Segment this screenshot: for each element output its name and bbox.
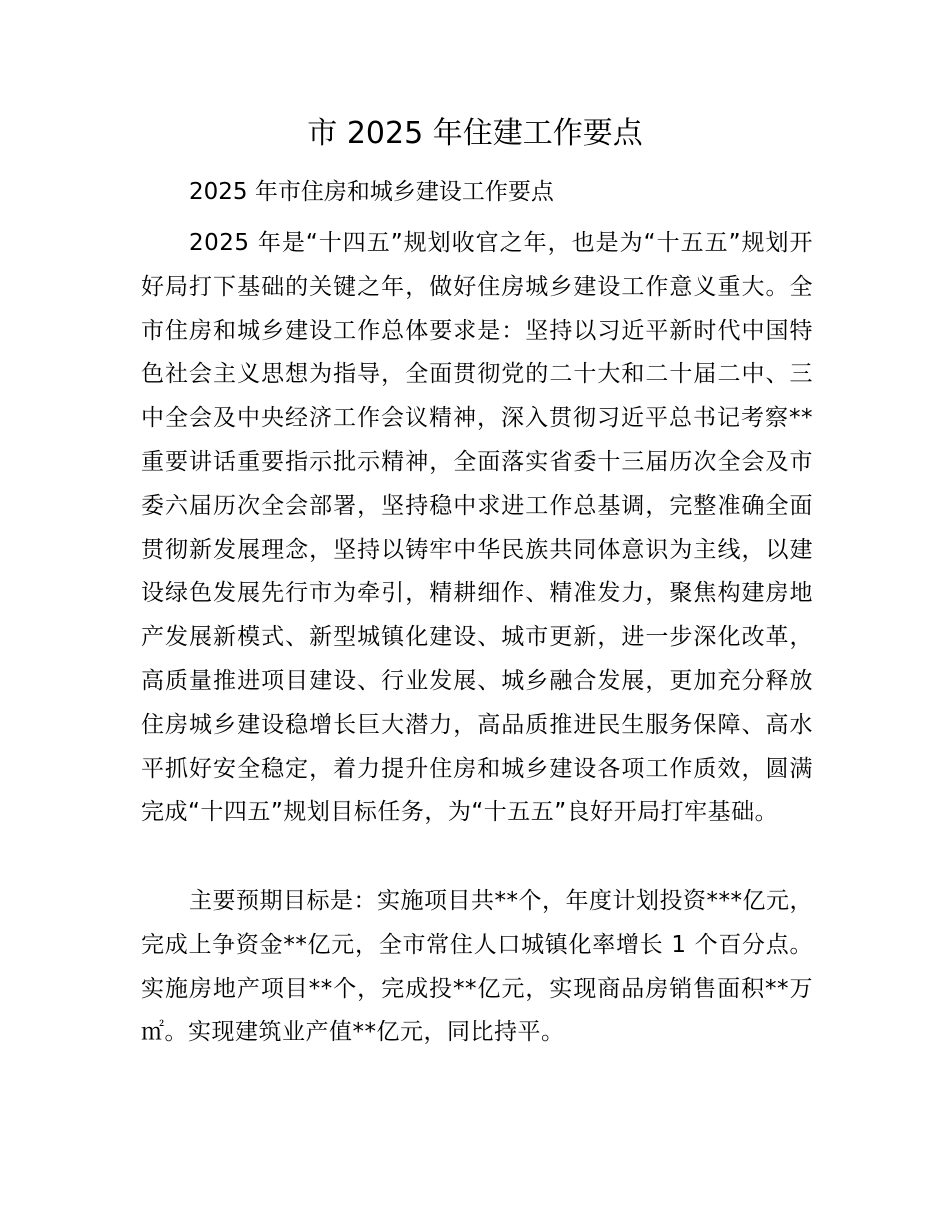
page-title: 市 2025 年住建工作要点 [307, 116, 643, 151]
body-paragraph-targets: 主要预期目标是：实施项目共**个，年度计划投资***亿元，完成上争资金**亿元，全市常住人口城镇化率增长 1 个百分点。实施房地产项目**个，完成投**亿元，实现商品房销售面积**万㎡。实现建筑业产值**亿元，同比持平。 [141, 888, 813, 1046]
document-subtitle: 2025 年市住房和城乡建设工作要点 [189, 179, 554, 205]
body-paragraph-requirements: 2025 年是“十四五”规划收官之年，也是为“十五五”规划开好局打下基础的关键之年，做好住房城乡建设工作意义重大。全市住房和城乡建设工作总体要求是：坚持以习近平新时代中国特色社会主义思想为指导，全面贯彻党的二十大和二十届二中、三中全会及中央经济工作会议精神，深入贯彻习近平总书记考察**重要讲话重要指示批示精神，全面落实省委十三届历次全会及市委六届历次全会部署，坚持稳中求进工作总基调，完整准确全面贯彻新发展理念，坚持以铸牢中华民族共同体意识为主线，以建设绿色发展先行市为牵引，精耕细作、精准发力，聚焦构建房地产发展新模式、新型城镇化建设、城市更新，进一步深化改革，高质量推进项目建设、行业发展、城乡融合发展，更加充分释放住房城乡建设稳增长巨大潜力，高品质推进民生服务保障、高水平抓好安全稳定，着力提升住房和城乡建设各项工作质效，圆满完成“十四五”规划目标任务，为“十五五”良好开局打牢基础。 [141, 230, 813, 826]
